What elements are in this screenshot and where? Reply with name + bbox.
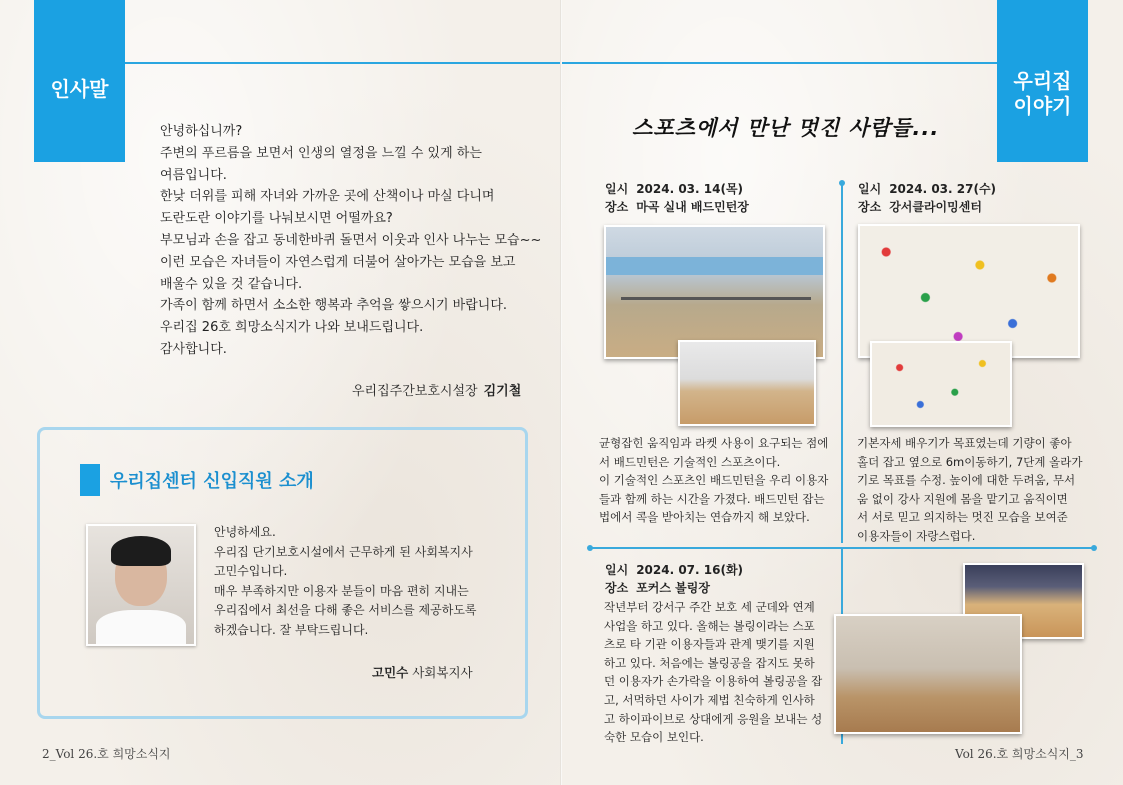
staff-line: 매우 부족하지만 이용자 분들이 마음 편히 지내는 <box>214 583 469 598</box>
greeting-line: 주변의 푸르름을 보면서 인생의 열정을 느낄 수 있게 하는 <box>160 145 482 161</box>
greeting-line: 감사합니다. <box>160 341 227 357</box>
desc-line: 이 기술적인 스포츠인 배드민턴을 우리 이용자 <box>599 473 829 488</box>
event-place: 마곡 실내 배드민턴장 <box>636 200 749 214</box>
greeting-text <box>160 121 550 361</box>
staff-line: 우리집에서 최선을 다해 좋은 서비스를 제공하도록 <box>214 603 477 617</box>
badminton-photo-1 <box>604 225 825 359</box>
desc-line: 법에서 콕을 받아치는 연습까지 해 보았다. <box>599 510 810 525</box>
desc-line: 움 없이 강사 지원에 몸을 맡기고 움직이면 <box>857 491 1068 506</box>
staff-intro-text <box>214 523 514 640</box>
desc-line: 균형잡힌 움직임과 라켓 사용이 요구되는 점에 <box>599 436 829 450</box>
desc-line: 고 하이파이브로 상대에게 응원을 보내는 성 <box>604 711 823 726</box>
greeting-line: 안녕하십니까? <box>160 124 243 139</box>
greeting-line: 여름입니다. <box>160 167 227 183</box>
greeting-line: 한낮 더위를 피해 자녀와 가까운 곳에 산책이나 마실 다니며 <box>160 189 495 205</box>
divider-dot <box>839 180 845 186</box>
page-footer-left: 2_Vol 26.호 희망소식지 <box>42 747 171 761</box>
desc-line: 츠로 타 기관 이용자들과 관계 맺기를 지원 <box>604 637 815 652</box>
staff-line: 안녕하세요. <box>214 525 276 539</box>
desc-line: 고, 서먹하던 사이가 제법 친숙하게 인사하 <box>604 692 815 707</box>
signature-name: 김기철 <box>483 384 522 399</box>
divider-dot <box>587 545 593 551</box>
date-label: 일시 <box>605 563 629 577</box>
desc-line: 기본자세 배우기가 목표였는데 기량이 좋아 <box>857 436 1072 450</box>
title-bar-marker <box>80 464 100 496</box>
desc-line: 작년부터 강서구 주간 보호 세 군데와 연계 <box>604 600 815 614</box>
place-label: 장소 <box>605 581 629 595</box>
signature-title: 우리집주간보호시설장 <box>352 384 478 399</box>
date-label: 일시 <box>858 182 882 196</box>
greeting-signature <box>352 380 521 399</box>
staff-line: 하겠습니다. 잘 부탁드립니다. <box>214 622 369 637</box>
staff-line: 우리집 단기보호시설에서 근무하게 된 사회복지사 <box>214 544 473 559</box>
date-label: 일시 <box>605 182 629 196</box>
greeting-line: 배울수 있을 것 같습니다. <box>160 276 303 292</box>
bowling-photo-2 <box>834 614 1022 734</box>
divider-dot <box>1091 545 1097 551</box>
event-date: 2024. 07. 16(화) <box>636 563 744 577</box>
photo-shirt <box>96 610 186 646</box>
greeting-line: 우리집 26호 희망소식지가 나와 보내드립니다. <box>160 320 424 336</box>
page-headline: 스포츠에서 만난 멋진 사람들... <box>632 116 940 140</box>
greeting-line: 이런 모습은 자녀들이 자연스럽게 더불어 살아가는 모습을 보고 <box>160 254 516 270</box>
vertical-divider <box>841 183 843 543</box>
event-date: 2024. 03. 27(수) <box>889 182 997 196</box>
staff-photo <box>86 524 196 646</box>
event-climbing-desc <box>857 434 1083 546</box>
tab-label-line1: 우리집 <box>1013 69 1072 93</box>
header-rule <box>125 62 561 64</box>
staff-line: 고민수입니다. <box>214 564 288 578</box>
place-label: 장소 <box>605 200 629 214</box>
desc-line: 서 배드민턴은 기술적인 스포츠이다. <box>599 454 781 469</box>
new-staff-title <box>80 464 314 496</box>
section-tab-story <box>997 0 1088 162</box>
desc-line: 하고 있다. 처음에는 볼링공을 잡지도 못하 <box>604 655 815 670</box>
climbing-photo-1 <box>858 224 1080 358</box>
event-climbing-header <box>858 180 996 216</box>
desc-line: 서 서로 믿고 의지하는 멋진 모습을 보여준 <box>857 510 1068 525</box>
left-page <box>0 0 561 785</box>
event-bowling-header <box>605 561 743 597</box>
photo-net <box>621 297 811 300</box>
badminton-photo-2 <box>678 340 816 426</box>
desc-line: 홀더 잡고 옆으로 6m이동하기, 7단계 올라가 <box>857 454 1083 469</box>
section-tab-greeting <box>34 0 125 162</box>
tab-label: 인사말 <box>50 76 109 101</box>
event-place: 강서클라이밍센터 <box>889 200 982 214</box>
desc-line: 사업을 하고 있다. 올해는 볼링이라는 스포 <box>604 618 815 633</box>
staff-name: 고민수 <box>372 665 409 680</box>
desc-line: 던 이용자가 손가락을 이용하여 볼링공을 잡 <box>604 674 823 689</box>
tab-label-line2: 이야기 <box>1013 94 1072 118</box>
greeting-line: 부모님과 손을 잡고 동네한바퀴 돌면서 이웃과 인사 나누는 모습~~ <box>160 232 542 248</box>
greeting-line: 도란도란 이야기를 나눠보시면 어떨까요? <box>160 211 393 227</box>
event-date: 2024. 03. 14(목) <box>636 182 744 196</box>
photo-banner <box>606 257 823 275</box>
event-bowling-desc <box>604 598 822 747</box>
event-badminton-header <box>605 180 749 216</box>
desc-line: 이용자들이 자랑스럽다. <box>857 528 976 543</box>
event-place: 포커스 볼링장 <box>636 581 710 595</box>
desc-line: 들과 함께 하는 시간을 가졌다. 배드민턴 잡는 <box>599 491 825 506</box>
desc-line: 기로 목표를 수정. 높이에 대한 두려움, 무서 <box>857 473 1076 488</box>
desc-line: 숙한 모습이 보인다. <box>604 730 704 745</box>
greeting-line: 가족이 함께 하면서 소소한 행복과 추억을 쌓으시기 바랍니다. <box>160 298 508 314</box>
page-footer-right: Vol 26.호 희망소식지_3 <box>955 747 1084 761</box>
staff-signature <box>372 663 473 681</box>
staff-role: 사회복지사 <box>412 665 473 680</box>
place-label: 장소 <box>858 200 882 214</box>
staff-section-title: 우리집센터 신입직원 소개 <box>110 471 314 492</box>
header-rule <box>562 62 998 64</box>
photo-hair <box>111 536 171 566</box>
climbing-photo-2 <box>870 341 1012 427</box>
event-badminton-desc <box>599 434 828 527</box>
